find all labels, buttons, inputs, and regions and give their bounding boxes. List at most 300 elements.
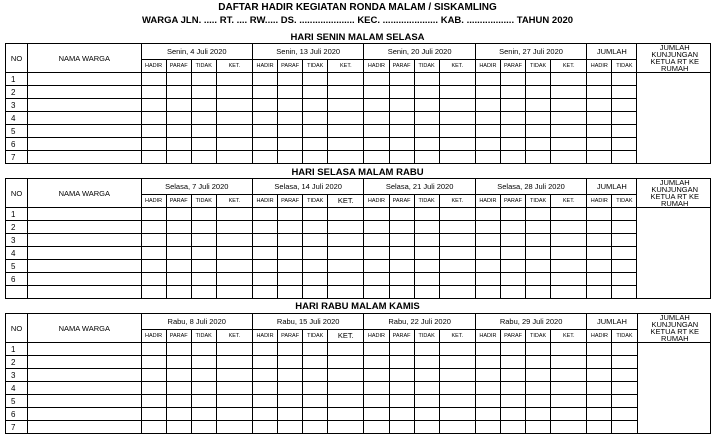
name-cell[interactable] — [28, 343, 141, 356]
name-cell[interactable] — [28, 356, 141, 369]
entry-cell[interactable] — [500, 221, 525, 234]
entry-cell[interactable] — [252, 73, 277, 86]
entry-cell[interactable] — [414, 286, 439, 299]
entry-cell[interactable] — [612, 356, 637, 369]
entry-cell[interactable] — [475, 395, 500, 408]
entry-cell[interactable] — [166, 286, 191, 299]
entry-cell[interactable] — [252, 138, 277, 151]
entry-cell[interactable] — [166, 99, 191, 112]
entry-cell[interactable] — [303, 260, 328, 273]
entry-cell[interactable] — [551, 408, 587, 421]
name-cell[interactable] — [28, 382, 141, 395]
entry-cell[interactable] — [526, 86, 551, 99]
entry-cell[interactable] — [328, 395, 364, 408]
entry-cell[interactable] — [612, 73, 637, 86]
entry-cell[interactable] — [141, 73, 166, 86]
entry-cell[interactable] — [389, 395, 414, 408]
entry-cell[interactable] — [500, 208, 525, 221]
name-cell[interactable] — [28, 138, 141, 151]
entry-cell[interactable] — [551, 273, 587, 286]
entry-cell[interactable] — [389, 151, 414, 164]
entry-cell[interactable] — [278, 138, 303, 151]
entry-cell[interactable] — [414, 356, 439, 369]
entry-cell[interactable] — [364, 356, 389, 369]
entry-cell[interactable] — [587, 273, 612, 286]
entry-cell[interactable] — [166, 395, 191, 408]
name-cell[interactable] — [28, 234, 141, 247]
entry-cell[interactable] — [252, 286, 277, 299]
entry-cell[interactable] — [587, 138, 612, 151]
kunjungan-cell[interactable] — [637, 356, 710, 369]
entry-cell[interactable] — [328, 408, 364, 421]
entry-cell[interactable] — [526, 221, 551, 234]
entry-cell[interactable] — [414, 273, 439, 286]
entry-cell[interactable] — [389, 247, 414, 260]
entry-cell[interactable] — [587, 112, 612, 125]
entry-cell[interactable] — [389, 234, 414, 247]
entry-cell[interactable] — [216, 421, 252, 434]
entry-cell[interactable] — [612, 369, 637, 382]
kunjungan-cell[interactable] — [637, 86, 711, 99]
name-cell[interactable] — [28, 369, 141, 382]
kunjungan-cell[interactable] — [637, 343, 710, 356]
entry-cell[interactable] — [364, 112, 389, 125]
entry-cell[interactable] — [252, 208, 277, 221]
entry-cell[interactable] — [475, 343, 500, 356]
entry-cell[interactable] — [278, 73, 303, 86]
entry-cell[interactable] — [191, 408, 216, 421]
entry-cell[interactable] — [439, 408, 475, 421]
entry-cell[interactable] — [303, 382, 328, 395]
entry-cell[interactable] — [551, 138, 587, 151]
entry-cell[interactable] — [216, 208, 252, 221]
name-cell[interactable] — [28, 421, 141, 434]
name-cell[interactable] — [28, 208, 141, 221]
entry-cell[interactable] — [166, 125, 191, 138]
entry-cell[interactable] — [475, 151, 500, 164]
entry-cell[interactable] — [303, 395, 328, 408]
entry-cell[interactable] — [414, 208, 439, 221]
entry-cell[interactable] — [551, 151, 587, 164]
entry-cell[interactable] — [141, 125, 166, 138]
entry-cell[interactable] — [612, 112, 637, 125]
entry-cell[interactable] — [364, 221, 389, 234]
entry-cell[interactable] — [551, 86, 587, 99]
entry-cell[interactable] — [216, 260, 252, 273]
entry-cell[interactable] — [475, 260, 500, 273]
entry-cell[interactable] — [389, 408, 414, 421]
entry-cell[interactable] — [526, 421, 551, 434]
name-cell[interactable] — [28, 151, 141, 164]
entry-cell[interactable] — [328, 260, 364, 273]
entry-cell[interactable] — [526, 356, 551, 369]
entry-cell[interactable] — [364, 234, 389, 247]
entry-cell[interactable] — [500, 73, 525, 86]
entry-cell[interactable] — [303, 369, 328, 382]
entry-cell[interactable] — [141, 99, 166, 112]
entry-cell[interactable] — [191, 221, 216, 234]
entry-cell[interactable] — [414, 421, 439, 434]
entry-cell[interactable] — [141, 234, 166, 247]
entry-cell[interactable] — [364, 343, 389, 356]
name-cell[interactable] — [28, 247, 141, 260]
entry-cell[interactable] — [364, 73, 389, 86]
entry-cell[interactable] — [551, 112, 587, 125]
entry-cell[interactable] — [475, 408, 500, 421]
entry-cell[interactable] — [141, 151, 166, 164]
entry-cell[interactable] — [166, 73, 191, 86]
entry-cell[interactable] — [414, 112, 439, 125]
entry-cell[interactable] — [303, 125, 328, 138]
kunjungan-cell[interactable] — [637, 382, 710, 395]
entry-cell[interactable] — [303, 99, 328, 112]
entry-cell[interactable] — [500, 247, 525, 260]
entry-cell[interactable] — [500, 356, 525, 369]
entry-cell[interactable] — [587, 382, 612, 395]
kunjungan-cell[interactable] — [637, 99, 711, 112]
entry-cell[interactable] — [439, 382, 475, 395]
entry-cell[interactable] — [278, 395, 303, 408]
entry-cell[interactable] — [526, 73, 551, 86]
entry-cell[interactable] — [303, 151, 328, 164]
name-cell[interactable] — [28, 260, 141, 273]
kunjungan-cell[interactable] — [637, 125, 711, 138]
entry-cell[interactable] — [500, 421, 525, 434]
entry-cell[interactable] — [612, 86, 637, 99]
entry-cell[interactable] — [141, 273, 166, 286]
entry-cell[interactable] — [278, 247, 303, 260]
entry-cell[interactable] — [500, 343, 525, 356]
kunjungan-cell[interactable] — [637, 247, 711, 260]
entry-cell[interactable] — [439, 86, 475, 99]
entry-cell[interactable] — [166, 234, 191, 247]
entry-cell[interactable] — [587, 369, 612, 382]
entry-cell[interactable] — [278, 369, 303, 382]
entry-cell[interactable] — [500, 125, 525, 138]
entry-cell[interactable] — [364, 125, 389, 138]
entry-cell[interactable] — [587, 356, 612, 369]
kunjungan-cell[interactable] — [637, 221, 711, 234]
entry-cell[interactable] — [414, 408, 439, 421]
entry-cell[interactable] — [364, 395, 389, 408]
entry-cell[interactable] — [439, 208, 475, 221]
entry-cell[interactable] — [587, 208, 612, 221]
entry-cell[interactable] — [389, 273, 414, 286]
entry-cell[interactable] — [500, 151, 525, 164]
name-cell[interactable] — [28, 221, 141, 234]
entry-cell[interactable] — [551, 208, 587, 221]
entry-cell[interactable] — [141, 112, 166, 125]
entry-cell[interactable] — [141, 221, 166, 234]
entry-cell[interactable] — [141, 408, 166, 421]
entry-cell[interactable] — [587, 99, 612, 112]
entry-cell[interactable] — [551, 260, 587, 273]
entry-cell[interactable] — [328, 421, 364, 434]
entry-cell[interactable] — [500, 382, 525, 395]
entry-cell[interactable] — [612, 395, 637, 408]
entry-cell[interactable] — [328, 208, 364, 221]
entry-cell[interactable] — [278, 221, 303, 234]
name-cell[interactable] — [28, 112, 141, 125]
entry-cell[interactable] — [216, 247, 252, 260]
entry-cell[interactable] — [328, 151, 364, 164]
entry-cell[interactable] — [278, 286, 303, 299]
entry-cell[interactable] — [414, 86, 439, 99]
entry-cell[interactable] — [303, 286, 328, 299]
entry-cell[interactable] — [191, 99, 216, 112]
entry-cell[interactable] — [166, 208, 191, 221]
entry-cell[interactable] — [551, 221, 587, 234]
entry-cell[interactable] — [252, 343, 277, 356]
entry-cell[interactable] — [414, 99, 439, 112]
entry-cell[interactable] — [191, 343, 216, 356]
entry-cell[interactable] — [278, 86, 303, 99]
entry-cell[interactable] — [328, 125, 364, 138]
entry-cell[interactable] — [278, 99, 303, 112]
entry-cell[interactable] — [303, 421, 328, 434]
entry-cell[interactable] — [252, 356, 277, 369]
entry-cell[interactable] — [475, 273, 500, 286]
entry-cell[interactable] — [191, 138, 216, 151]
entry-cell[interactable] — [252, 99, 277, 112]
entry-cell[interactable] — [191, 73, 216, 86]
entry-cell[interactable] — [500, 260, 525, 273]
entry-cell[interactable] — [191, 382, 216, 395]
entry-cell[interactable] — [612, 138, 637, 151]
entry-cell[interactable] — [141, 421, 166, 434]
entry-cell[interactable] — [278, 382, 303, 395]
entry-cell[interactable] — [303, 86, 328, 99]
entry-cell[interactable] — [526, 138, 551, 151]
entry-cell[interactable] — [252, 395, 277, 408]
entry-cell[interactable] — [500, 395, 525, 408]
entry-cell[interactable] — [551, 125, 587, 138]
kunjungan-cell[interactable] — [637, 112, 711, 125]
entry-cell[interactable] — [475, 138, 500, 151]
kunjungan-cell[interactable] — [637, 208, 711, 221]
entry-cell[interactable] — [141, 382, 166, 395]
entry-cell[interactable] — [414, 221, 439, 234]
entry-cell[interactable] — [328, 221, 364, 234]
entry-cell[interactable] — [526, 112, 551, 125]
entry-cell[interactable] — [141, 260, 166, 273]
entry-cell[interactable] — [389, 221, 414, 234]
entry-cell[interactable] — [191, 234, 216, 247]
entry-cell[interactable] — [278, 408, 303, 421]
entry-cell[interactable] — [551, 421, 587, 434]
entry-cell[interactable] — [166, 273, 191, 286]
entry-cell[interactable] — [191, 369, 216, 382]
entry-cell[interactable] — [439, 286, 475, 299]
entry-cell[interactable] — [439, 112, 475, 125]
entry-cell[interactable] — [141, 208, 166, 221]
entry-cell[interactable] — [216, 395, 252, 408]
entry-cell[interactable] — [278, 273, 303, 286]
entry-cell[interactable] — [303, 138, 328, 151]
entry-cell[interactable] — [475, 73, 500, 86]
entry-cell[interactable] — [551, 247, 587, 260]
entry-cell[interactable] — [328, 138, 364, 151]
entry-cell[interactable] — [252, 112, 277, 125]
entry-cell[interactable] — [364, 208, 389, 221]
entry-cell[interactable] — [216, 125, 252, 138]
entry-cell[interactable] — [328, 234, 364, 247]
entry-cell[interactable] — [278, 356, 303, 369]
entry-cell[interactable] — [414, 382, 439, 395]
entry-cell[interactable] — [141, 247, 166, 260]
entry-cell[interactable] — [439, 138, 475, 151]
entry-cell[interactable] — [587, 260, 612, 273]
entry-cell[interactable] — [526, 208, 551, 221]
entry-cell[interactable] — [587, 286, 612, 299]
entry-cell[interactable] — [364, 408, 389, 421]
entry-cell[interactable] — [500, 286, 525, 299]
entry-cell[interactable] — [303, 408, 328, 421]
entry-cell[interactable] — [141, 395, 166, 408]
entry-cell[interactable] — [216, 408, 252, 421]
entry-cell[interactable] — [252, 234, 277, 247]
entry-cell[interactable] — [389, 112, 414, 125]
entry-cell[interactable] — [612, 247, 637, 260]
kunjungan-cell[interactable] — [637, 395, 710, 408]
entry-cell[interactable] — [551, 395, 587, 408]
entry-cell[interactable] — [526, 369, 551, 382]
entry-cell[interactable] — [551, 234, 587, 247]
entry-cell[interactable] — [475, 112, 500, 125]
entry-cell[interactable] — [612, 260, 637, 273]
entry-cell[interactable] — [364, 273, 389, 286]
entry-cell[interactable] — [303, 356, 328, 369]
entry-cell[interactable] — [216, 221, 252, 234]
entry-cell[interactable] — [439, 421, 475, 434]
entry-cell[interactable] — [587, 151, 612, 164]
entry-cell[interactable] — [141, 138, 166, 151]
entry-cell[interactable] — [328, 112, 364, 125]
entry-cell[interactable] — [364, 260, 389, 273]
entry-cell[interactable] — [252, 408, 277, 421]
entry-cell[interactable] — [216, 138, 252, 151]
name-cell[interactable] — [28, 73, 141, 86]
entry-cell[interactable] — [587, 395, 612, 408]
kunjungan-cell[interactable] — [637, 273, 711, 286]
entry-cell[interactable] — [439, 99, 475, 112]
entry-cell[interactable] — [526, 247, 551, 260]
entry-cell[interactable] — [303, 343, 328, 356]
entry-cell[interactable] — [252, 421, 277, 434]
entry-cell[interactable] — [439, 247, 475, 260]
entry-cell[interactable] — [475, 369, 500, 382]
entry-cell[interactable] — [414, 395, 439, 408]
entry-cell[interactable] — [475, 208, 500, 221]
entry-cell[interactable] — [278, 421, 303, 434]
entry-cell[interactable] — [612, 151, 637, 164]
entry-cell[interactable] — [414, 151, 439, 164]
name-cell[interactable] — [28, 86, 141, 99]
entry-cell[interactable] — [216, 286, 252, 299]
entry-cell[interactable] — [166, 369, 191, 382]
entry-cell[interactable] — [612, 286, 637, 299]
entry-cell[interactable] — [191, 125, 216, 138]
entry-cell[interactable] — [191, 208, 216, 221]
entry-cell[interactable] — [414, 234, 439, 247]
entry-cell[interactable] — [166, 112, 191, 125]
entry-cell[interactable] — [414, 247, 439, 260]
entry-cell[interactable] — [252, 151, 277, 164]
entry-cell[interactable] — [414, 343, 439, 356]
entry-cell[interactable] — [475, 247, 500, 260]
entry-cell[interactable] — [364, 138, 389, 151]
entry-cell[interactable] — [216, 112, 252, 125]
entry-cell[interactable] — [612, 208, 637, 221]
entry-cell[interactable] — [389, 208, 414, 221]
entry-cell[interactable] — [389, 286, 414, 299]
entry-cell[interactable] — [328, 343, 364, 356]
entry-cell[interactable] — [252, 382, 277, 395]
entry-cell[interactable] — [439, 273, 475, 286]
entry-cell[interactable] — [612, 273, 637, 286]
entry-cell[interactable] — [551, 73, 587, 86]
entry-cell[interactable] — [216, 151, 252, 164]
name-cell[interactable] — [28, 273, 141, 286]
entry-cell[interactable] — [439, 343, 475, 356]
entry-cell[interactable] — [389, 356, 414, 369]
entry-cell[interactable] — [475, 286, 500, 299]
entry-cell[interactable] — [252, 369, 277, 382]
entry-cell[interactable] — [551, 99, 587, 112]
entry-cell[interactable] — [216, 73, 252, 86]
entry-cell[interactable] — [252, 260, 277, 273]
entry-cell[interactable] — [526, 151, 551, 164]
entry-cell[interactable] — [216, 273, 252, 286]
entry-cell[interactable] — [389, 421, 414, 434]
name-cell[interactable] — [28, 125, 141, 138]
entry-cell[interactable] — [475, 221, 500, 234]
entry-cell[interactable] — [328, 99, 364, 112]
entry-cell[interactable] — [526, 260, 551, 273]
entry-cell[interactable] — [439, 73, 475, 86]
entry-cell[interactable] — [328, 73, 364, 86]
entry-cell[interactable] — [500, 138, 525, 151]
entry-cell[interactable] — [364, 382, 389, 395]
entry-cell[interactable] — [364, 86, 389, 99]
entry-cell[interactable] — [328, 369, 364, 382]
entry-cell[interactable] — [328, 247, 364, 260]
entry-cell[interactable] — [191, 86, 216, 99]
entry-cell[interactable] — [191, 286, 216, 299]
entry-cell[interactable] — [166, 260, 191, 273]
entry-cell[interactable] — [328, 382, 364, 395]
entry-cell[interactable] — [328, 273, 364, 286]
name-cell[interactable] — [28, 286, 141, 299]
entry-cell[interactable] — [500, 86, 525, 99]
entry-cell[interactable] — [612, 221, 637, 234]
entry-cell[interactable] — [252, 273, 277, 286]
entry-cell[interactable] — [389, 86, 414, 99]
entry-cell[interactable] — [439, 356, 475, 369]
entry-cell[interactable] — [303, 208, 328, 221]
entry-cell[interactable] — [216, 99, 252, 112]
kunjungan-cell[interactable] — [637, 260, 711, 273]
entry-cell[interactable] — [216, 369, 252, 382]
entry-cell[interactable] — [278, 151, 303, 164]
entry-cell[interactable] — [166, 86, 191, 99]
entry-cell[interactable] — [439, 125, 475, 138]
entry-cell[interactable] — [587, 125, 612, 138]
entry-cell[interactable] — [303, 247, 328, 260]
entry-cell[interactable] — [439, 395, 475, 408]
entry-cell[interactable] — [166, 151, 191, 164]
entry-cell[interactable] — [141, 86, 166, 99]
